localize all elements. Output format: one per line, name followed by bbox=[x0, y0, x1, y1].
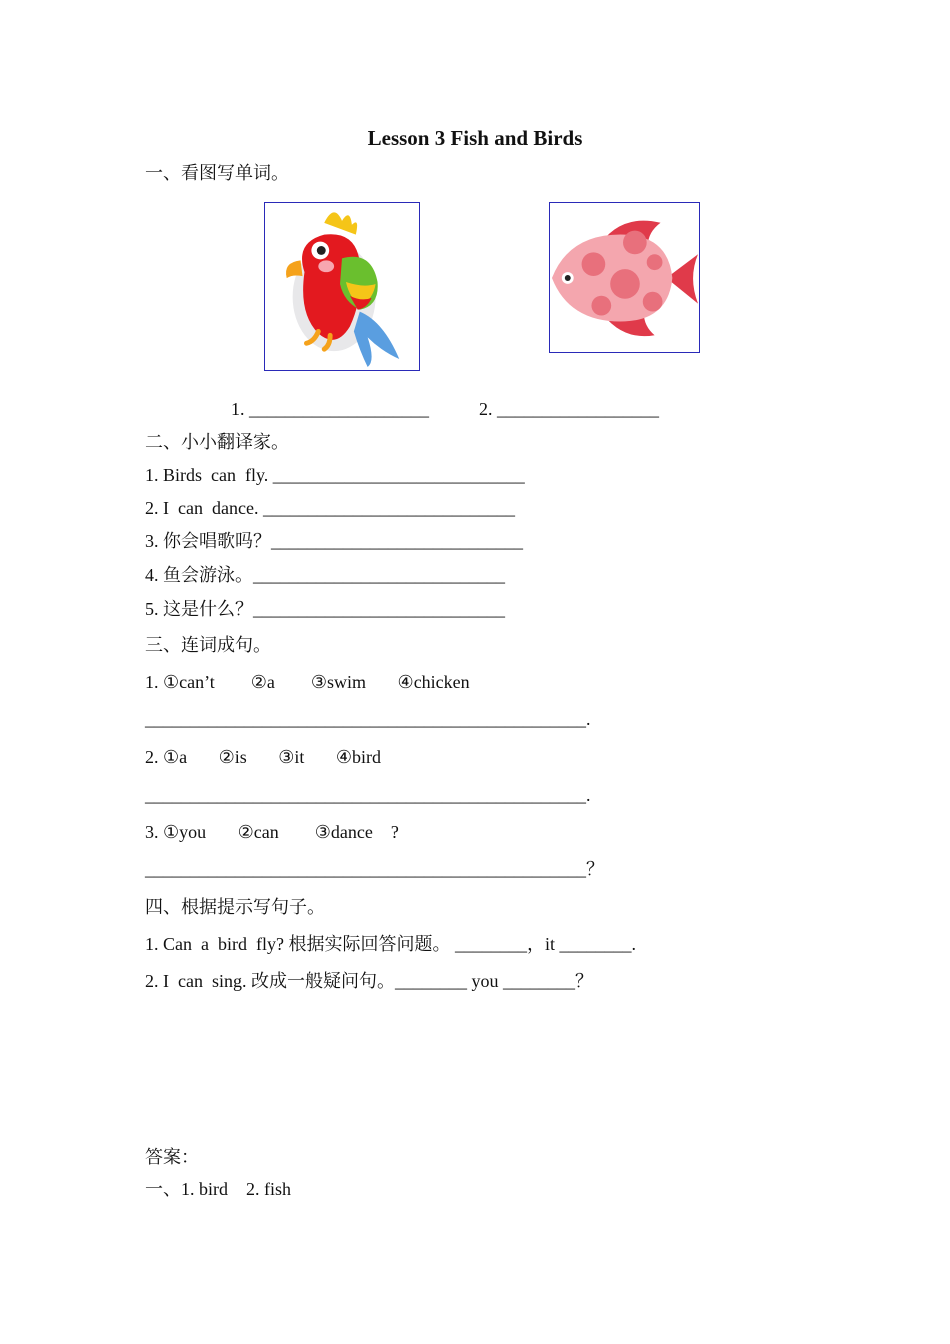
fish-icon bbox=[550, 203, 699, 352]
parrot-icon bbox=[265, 203, 419, 370]
fish-image bbox=[549, 202, 700, 353]
answers-heading: 答案： bbox=[145, 1147, 199, 1167]
translation-item-5: 5. 这是什么？____________________________ bbox=[145, 599, 505, 619]
reorder-question-3: 3. ①you ②can ③dance ? bbox=[145, 822, 399, 842]
picture-blank-1[interactable]: 1. ____________________ bbox=[231, 399, 429, 419]
reorder-question-1: 1. ①can’t ②a ③swim ④chicken bbox=[145, 672, 470, 692]
translation-item-3: 3. 你会唱歌吗？____________________________ bbox=[145, 531, 523, 551]
sentence-question-1: 1. Can a bird fly? 根据实际回答问题。 ________，it ________. bbox=[145, 934, 636, 954]
sentence-question-2: 2. I can sing. 改成一般疑问句。________ you ________？ bbox=[145, 971, 593, 991]
translation-item-1: 1. Birds can fly. ____________________________ bbox=[145, 465, 525, 485]
section1-heading: 一、看图写单词。 bbox=[145, 163, 289, 183]
picture-blank-2[interactable]: 2. __________________ bbox=[479, 399, 659, 419]
translation-item-4: 4. 鱼会游泳。____________________________ bbox=[145, 565, 505, 585]
reorder-answer-2[interactable]: _________________________________________________. bbox=[145, 785, 591, 805]
page-title: Lesson 3 Fish and Birds bbox=[367, 126, 583, 150]
translation-item-2: 2. I can dance. ____________________________ bbox=[145, 498, 515, 518]
reorder-answer-1[interactable]: _________________________________________________. bbox=[145, 709, 591, 729]
parrot-image bbox=[264, 202, 420, 371]
section3-heading: 三、连词成句。 bbox=[145, 635, 271, 655]
answers-line-1: 一、1. bird 2. fish bbox=[145, 1179, 291, 1199]
section4-heading: 四、根据提示写句子。 bbox=[145, 897, 325, 917]
section2-heading: 二、小小翻译家。 bbox=[145, 432, 289, 452]
reorder-answer-3[interactable]: _________________________________________________？ bbox=[145, 859, 604, 879]
reorder-question-2: 2. ①a ②is ③it ④bird bbox=[145, 747, 382, 767]
